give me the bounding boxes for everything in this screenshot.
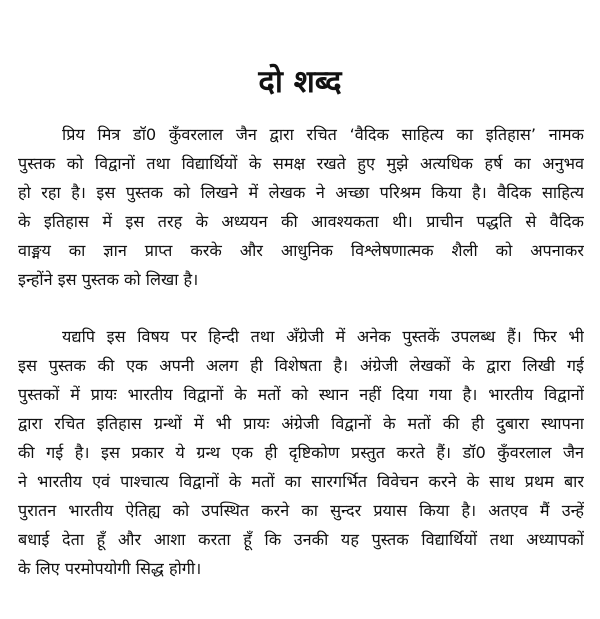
paragraph-line: बधाई देता हूँ और आशा करता हूँ कि उनकी यह पुस्तक विद्यार्थियों तथा अध्यापकों	[18, 530, 584, 549]
paragraph-line: प्रिय मित्र डॉ0 कुँवरलाल जैन द्वारा रचित ‘वैदिक साहित्य का इतिहास’ नामक	[62, 125, 584, 144]
paragraph-line: ने भारतीय एवं पाश्चात्य विद्वानों के मतों का सारगर्भित विवेचन करने के साथ प्रथम बार	[18, 472, 584, 491]
paragraph-line: पुस्तकों में प्रायः भारतीय विद्वानों के मतों को स्थान नहीं दिया गया है। भारतीय विद्वानों	[18, 385, 584, 404]
paragraph-1	[18, 120, 584, 294]
paragraph-line: इन्होंने इस पुस्तक को लिखा है।	[18, 270, 199, 289]
paragraph-line: द्वारा रचित इतिहास ग्रन्थों में भी प्रायः अंग्रेजी विद्वानों के मतों की ही दुबारा स्थापना	[18, 414, 584, 433]
paragraph-line: इस पुस्तक की एक अपनी अलग ही विशेषता है। अंग्रेजी लेखकों के द्वारा लिखी गई	[18, 356, 584, 375]
paragraph-line: यद्यपि इस विषय पर हिन्दी तथा अँग्रेजी में अनेक पुस्तकें उपलब्ध हैं। फिर भी	[62, 327, 584, 346]
paragraph-line: की गई है। इस प्रकार ये ग्रन्थ एक ही दृष्टिकोण प्रस्तुत करते हैं। डॉ0 कुँवरलाल जैन	[18, 443, 584, 462]
paragraph-line: के इतिहास में इस तरह के अध्ययन की आवश्यकता थी। प्राचीन पद्धति से वैदिक	[18, 212, 584, 231]
paragraph-line: पुस्तक को विद्वानों तथा विद्यार्थियों के समक्ष रखते हुए मुझे अत्यधिक हर्ष का अनुभव	[18, 154, 584, 173]
page-title: दो शब्द	[258, 64, 342, 100]
paragraph-line: पुरातन भारतीय ऐतिह्य को उपस्थित करने का सुन्दर प्रयास किया है। अतएव मैं उन्हें	[18, 501, 584, 520]
paragraph-2	[18, 322, 584, 583]
paragraph-line: के लिए परमोपयोगी सिद्ध होगी।	[18, 559, 202, 578]
paragraph-line: वाङ्मय का ज्ञान प्राप्त करके और आधुनिक विश्लेषणात्मक शैली को अपनाकर	[18, 241, 584, 260]
paragraph-line: हो रहा है। इस पुस्तक को लिखने में लेखक ने अच्छा परिश्रम किया है। वैदिक साहित्य	[18, 183, 584, 202]
